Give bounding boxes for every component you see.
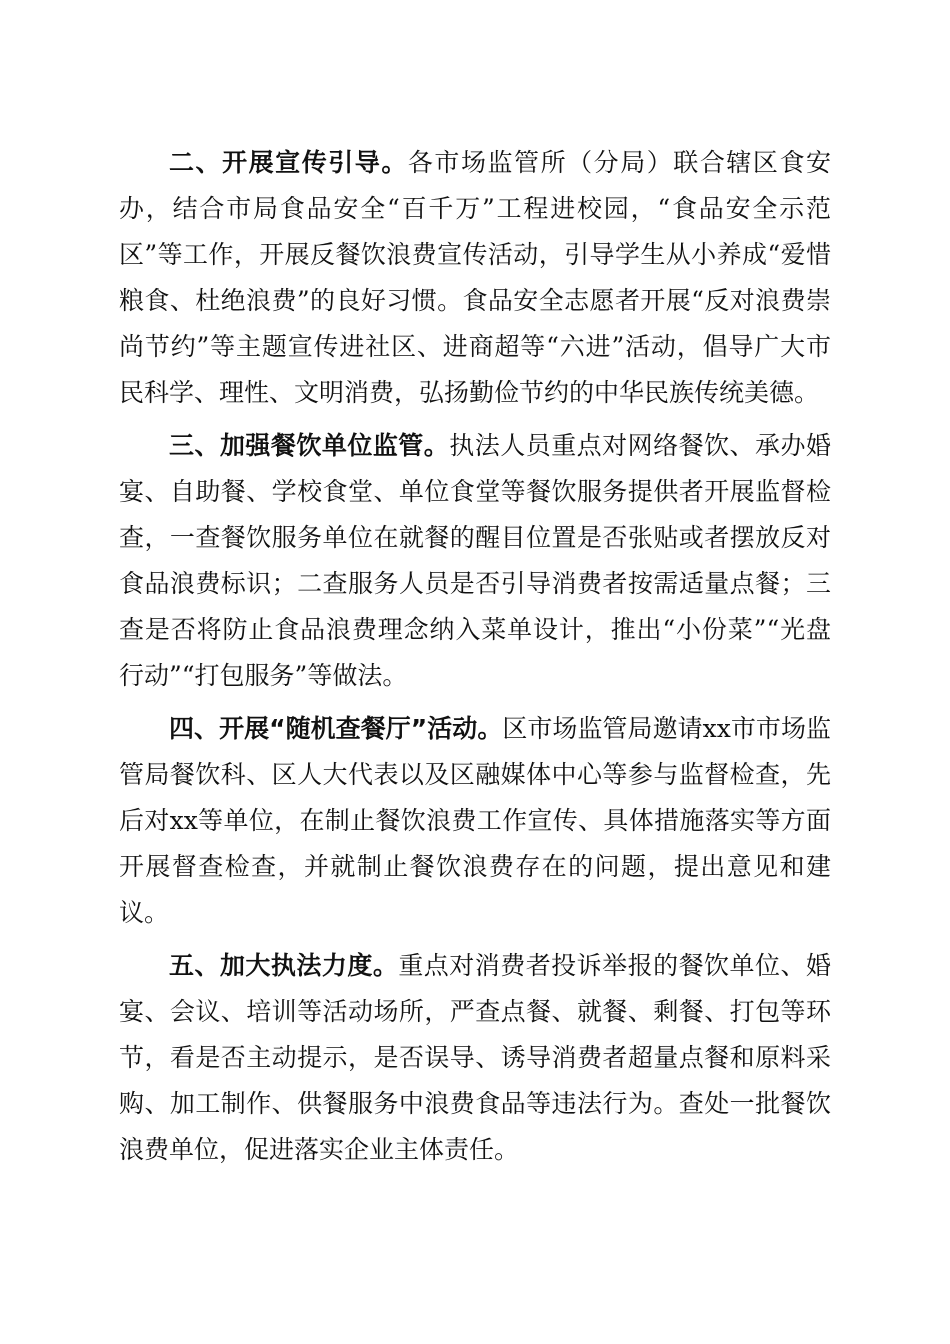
document-page	[119, 140, 831, 1180]
paragraph-body: 重点对消费者投诉举报的餐饮单位、婚宴、会议、培训等活动场所，严查点餐、就餐、剩餐、打包等环节，看是否主动提示，是否误导、诱导消费者超量点餐和原料采购、加工制作、供餐服务中浪费食品等违法行为。查处一批餐饮浪费单位，促进落实企业主体责任。	[119, 951, 831, 1164]
paragraph-supervision	[119, 423, 831, 699]
paragraph-heading: 五、加大执法力度。	[169, 951, 399, 980]
paragraph-enforcement	[119, 943, 831, 1173]
paragraph-heading: 四、开展“随机查餐厅”活动。	[169, 714, 503, 743]
paragraph-body: 区市场监管局邀请xx市市场监管局餐饮科、区人大代表以及区融媒体中心等参与监督检查，先后对xx等单位，在制止餐饮浪费工作宣传、具体措施落实等方面开展督查检查，并就制止餐饮浪费存在的问题，提出意见和建议。	[119, 714, 831, 927]
paragraph-heading: 三、加强餐饮单位监管。	[169, 431, 450, 460]
paragraph-heading: 二、开展宣传引导。	[169, 148, 408, 177]
paragraph-publicity	[119, 140, 831, 416]
paragraph-body: 各市场监管所（分局）联合辖区食安办，结合市局食品安全“百千万”工程进校园，“食品安全示范区”等工作，开展反餐饮浪费宣传活动，引导学生从小养成“爱惜粮食、杜绝浪费”的良好习惯。食品安全志愿者开展“反对浪费崇尚节约”等主题宣传进社区、进商超等“六进”活动，倡导广大市民科学、理性、文明消费，弘扬勤俭节约的中华民族传统美德。	[119, 148, 831, 407]
paragraph-random-inspection	[119, 706, 831, 936]
paragraph-body: 执法人员重点对网络餐饮、承办婚宴、自助餐、学校食堂、单位食堂等餐饮服务提供者开展监督检查，一查餐饮服务单位在就餐的醒目位置是否张贴或者摆放反对食品浪费标识；二查服务人员是否引导消费者按需适量点餐；三查是否将防止食品浪费理念纳入菜单设计，推出“小份菜”“光盘行动”“打包服务”等做法。	[119, 431, 831, 690]
